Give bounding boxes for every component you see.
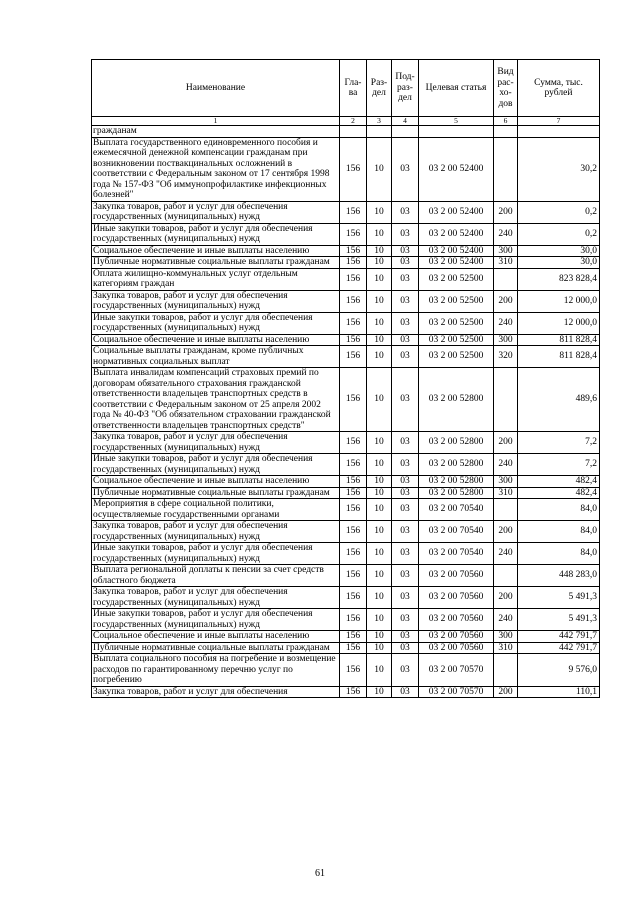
row-razdel: 10: [367, 368, 392, 432]
row-expense-type: 310: [494, 257, 518, 269]
row-razdel: 10: [367, 565, 392, 587]
row-name: Иные закупки товаров, работ и услуг для обеспечения государственных (муниципальных) нужд: [92, 454, 340, 476]
row-podrazdel: 03: [392, 268, 419, 290]
row-name: Выплата инвалидам компенсаций страховых премий по договорам обязательного страхования гражданской ответственности владельцев транспортных средств в соответствии с Федеральным законом от 25 апреля 2002 года № 40-ФЗ "Об обязательном страховании гражданской ответственности владельцев транспортных средств": [92, 368, 340, 432]
row-razdel: 10: [367, 543, 392, 565]
row-name: Социальные выплаты гражданам, кроме публичных нормативных социальных выплат: [92, 346, 340, 368]
row-expense-type: 200: [494, 201, 518, 223]
row-sum: 9 576,0: [518, 654, 600, 687]
row-podrazdel: 03: [392, 257, 419, 269]
row-glava: 156: [340, 476, 367, 488]
row-target-article: 03 2 00 70560: [419, 631, 494, 643]
row-target-article: 03 2 00 52500: [419, 290, 494, 312]
row-razdel: 10: [367, 587, 392, 609]
row-glava: 156: [340, 312, 367, 334]
row-glava: 156: [340, 609, 367, 631]
table-row: [92, 631, 600, 643]
row-name: Публичные нормативные социальные выплаты гражданам: [92, 257, 340, 269]
table-row: [92, 487, 600, 499]
row-glava: 156: [340, 487, 367, 499]
row-name: Закупка товаров, работ и услуг для обеспечения государственных (муниципальных) нужд: [92, 201, 340, 223]
row-target-article: 03 2 00 52400: [419, 201, 494, 223]
table-row: [92, 686, 600, 698]
table-row: [92, 257, 600, 269]
row-sum: 7,2: [518, 454, 600, 476]
table-row: [92, 312, 600, 334]
table-row: [92, 126, 600, 138]
column-number: 5: [419, 117, 494, 126]
row-glava: 156: [340, 454, 367, 476]
row-target-article: 03 2 00 70560: [419, 565, 494, 587]
row-expense-type: 310: [494, 642, 518, 654]
table-row: [92, 609, 600, 631]
row-podrazdel: 03: [392, 312, 419, 334]
row-glava: 156: [340, 223, 367, 245]
column-number: 3: [367, 117, 392, 126]
row-glava: 156: [340, 245, 367, 257]
row-podrazdel: 03: [392, 565, 419, 587]
row-sum: 30,0: [518, 257, 600, 269]
row-target-article: 03 2 00 52800: [419, 432, 494, 454]
row-expense-type: [494, 126, 518, 138]
table-row: [92, 432, 600, 454]
table-row: [92, 654, 600, 687]
row-target-article: [419, 126, 494, 138]
column-number: 6: [494, 117, 518, 126]
row-glava: 156: [340, 543, 367, 565]
row-name: Закупка товаров, работ и услуг для обеспечения государственных (муниципальных) нужд: [92, 521, 340, 543]
row-expense-type: 240: [494, 312, 518, 334]
row-podrazdel: 03: [392, 334, 419, 346]
row-razdel: 10: [367, 245, 392, 257]
row-glava: 156: [340, 368, 367, 432]
budget-table: [91, 59, 600, 698]
row-glava: 156: [340, 290, 367, 312]
row-target-article: 03 2 00 52500: [419, 334, 494, 346]
row-razdel: 10: [367, 487, 392, 499]
header-row: [92, 60, 600, 117]
row-glava: 156: [340, 346, 367, 368]
row-podrazdel: 03: [392, 487, 419, 499]
row-podrazdel: 03: [392, 137, 419, 201]
table-row: [92, 290, 600, 312]
row-glava: 156: [340, 137, 367, 201]
row-glava: 156: [340, 631, 367, 643]
row-sum: 442 791,7: [518, 631, 600, 643]
row-name: Социальное обеспечение и иные выплаты населению: [92, 334, 340, 346]
row-sum: 823 828,4: [518, 268, 600, 290]
table-row: [92, 476, 600, 488]
table-row: [92, 368, 600, 432]
row-expense-type: 300: [494, 631, 518, 643]
row-sum: 0,2: [518, 223, 600, 245]
row-sum: 5 491,3: [518, 609, 600, 631]
table-row: [92, 245, 600, 257]
row-target-article: 03 2 00 52800: [419, 476, 494, 488]
row-razdel: 10: [367, 454, 392, 476]
header-podrazdel: Под-раз-дел: [392, 60, 419, 117]
row-razdel: 10: [367, 654, 392, 687]
row-target-article: 03 2 00 70570: [419, 686, 494, 698]
row-razdel: 10: [367, 609, 392, 631]
row-expense-type: 320: [494, 346, 518, 368]
page-number: 61: [315, 868, 325, 879]
row-target-article: 03 2 00 52400: [419, 137, 494, 201]
table-row: [92, 454, 600, 476]
budget-table-container: [91, 59, 600, 698]
row-expense-type: 200: [494, 587, 518, 609]
row-sum: 5 491,3: [518, 587, 600, 609]
row-name: Социальное обеспечение и иные выплаты населению: [92, 631, 340, 643]
table-row: [92, 268, 600, 290]
row-razdel: 10: [367, 223, 392, 245]
row-target-article: 03 2 00 52800: [419, 454, 494, 476]
row-podrazdel: 03: [392, 290, 419, 312]
row-sum: 482,4: [518, 487, 600, 499]
row-podrazdel: 03: [392, 686, 419, 698]
row-razdel: 10: [367, 201, 392, 223]
row-expense-type: 200: [494, 686, 518, 698]
row-glava: 156: [340, 642, 367, 654]
row-glava: 156: [340, 686, 367, 698]
row-expense-type: 240: [494, 454, 518, 476]
row-razdel: 10: [367, 268, 392, 290]
row-name: Выплата социального пособия на погребение и возмещение расходов по гарантированному перечню услуг по погребению: [92, 654, 340, 687]
header-razdel: Раз-дел: [367, 60, 392, 117]
row-name: Закупка товаров, работ и услуг для обеспечения: [92, 686, 340, 698]
row-expense-type: 240: [494, 609, 518, 631]
row-sum: 30,2: [518, 137, 600, 201]
row-sum: 489,6: [518, 368, 600, 432]
row-expense-type: [494, 565, 518, 587]
row-razdel: 10: [367, 642, 392, 654]
row-sum: 811 828,4: [518, 334, 600, 346]
column-number-row: [92, 117, 600, 126]
row-target-article: 03 2 00 70540: [419, 543, 494, 565]
row-name: Иные закупки товаров, работ и услуг для обеспечения государственных (муниципальных) нужд: [92, 609, 340, 631]
row-expense-type: [494, 137, 518, 201]
table-row: [92, 201, 600, 223]
row-target-article: 03 2 00 52500: [419, 268, 494, 290]
row-razdel: 10: [367, 290, 392, 312]
header-target-article: Целевая статья: [419, 60, 494, 117]
row-sum: 442 791,7: [518, 642, 600, 654]
row-glava: 156: [340, 521, 367, 543]
row-name: Мероприятия в сфере социальной политики, осуществляемые государственными органами: [92, 499, 340, 521]
row-name: Социальное обеспечение и иные выплаты населению: [92, 245, 340, 257]
row-glava: 156: [340, 257, 367, 269]
row-target-article: 03 2 00 70540: [419, 521, 494, 543]
row-sum: 110,1: [518, 686, 600, 698]
row-razdel: 10: [367, 257, 392, 269]
row-razdel: 10: [367, 312, 392, 334]
row-razdel: 10: [367, 346, 392, 368]
row-podrazdel: 03: [392, 521, 419, 543]
row-expense-type: [494, 654, 518, 687]
row-podrazdel: 03: [392, 368, 419, 432]
table-row: [92, 346, 600, 368]
column-number: 2: [340, 117, 367, 126]
row-razdel: 10: [367, 521, 392, 543]
row-target-article: 03 2 00 52800: [419, 368, 494, 432]
row-sum: 30,0: [518, 245, 600, 257]
table-row: [92, 499, 600, 521]
row-target-article: 03 2 00 70560: [419, 587, 494, 609]
row-target-article: 03 2 00 70560: [419, 609, 494, 631]
row-sum: 12 000,0: [518, 312, 600, 334]
row-glava: [340, 126, 367, 138]
row-expense-type: 200: [494, 521, 518, 543]
row-sum: [518, 126, 600, 138]
row-target-article: 03 2 00 70560: [419, 642, 494, 654]
row-glava: 156: [340, 565, 367, 587]
table-body: [92, 126, 600, 698]
table-row: [92, 642, 600, 654]
row-podrazdel: 03: [392, 642, 419, 654]
row-podrazdel: 03: [392, 346, 419, 368]
row-expense-type: 300: [494, 476, 518, 488]
row-sum: 0,2: [518, 201, 600, 223]
row-razdel: [367, 126, 392, 138]
row-podrazdel: 03: [392, 454, 419, 476]
row-name: Иные закупки товаров, работ и услуг для обеспечения государственных (муниципальных) нужд: [92, 543, 340, 565]
row-expense-type: 240: [494, 543, 518, 565]
header-name: Наименование: [92, 60, 340, 117]
row-name: Выплата государственного единовременного пособия и ежемесячной денежной компенсации гражданам при возникновении поствакцинальных осложнений в соответствии с Федеральным законом от 17 сентября 1998 года № 157-ФЗ "Об иммунопрофилактике инфекционных болезней": [92, 137, 340, 201]
row-podrazdel: 03: [392, 631, 419, 643]
row-name: Закупка товаров, работ и услуг для обеспечения государственных (муниципальных) нужд: [92, 290, 340, 312]
row-sum: 84,0: [518, 499, 600, 521]
row-name: гражданам: [92, 126, 340, 138]
row-glava: 156: [340, 268, 367, 290]
header-glava: Гла-ва: [340, 60, 367, 117]
row-razdel: 10: [367, 499, 392, 521]
table-row: [92, 587, 600, 609]
column-number: 1: [92, 117, 340, 126]
row-podrazdel: 03: [392, 201, 419, 223]
table-row: [92, 137, 600, 201]
column-number: 4: [392, 117, 419, 126]
row-glava: 156: [340, 587, 367, 609]
table-row: [92, 223, 600, 245]
table-row: [92, 334, 600, 346]
row-razdel: 10: [367, 432, 392, 454]
row-sum: 811 828,4: [518, 346, 600, 368]
row-target-article: 03 2 00 52500: [419, 312, 494, 334]
row-target-article: 03 2 00 52400: [419, 223, 494, 245]
row-podrazdel: 03: [392, 609, 419, 631]
row-expense-type: 200: [494, 290, 518, 312]
row-name: Выплата региональной доплаты к пенсии за счет средств областного бюджета: [92, 565, 340, 587]
row-glava: 156: [340, 334, 367, 346]
row-name: Закупка товаров, работ и услуг для обеспечения государственных (муниципальных) нужд: [92, 587, 340, 609]
row-name: Социальное обеспечение и иные выплаты населению: [92, 476, 340, 488]
row-name: Иные закупки товаров, работ и услуг для обеспечения государственных (муниципальных) нужд: [92, 312, 340, 334]
row-sum: 12 000,0: [518, 290, 600, 312]
row-sum: 84,0: [518, 521, 600, 543]
row-name: Закупка товаров, работ и услуг для обеспечения государственных (муниципальных) нужд: [92, 432, 340, 454]
row-target-article: 03 2 00 52800: [419, 487, 494, 499]
row-name: Публичные нормативные социальные выплаты гражданам: [92, 642, 340, 654]
row-expense-type: [494, 368, 518, 432]
row-podrazdel: 03: [392, 654, 419, 687]
row-name: Публичные нормативные социальные выплаты гражданам: [92, 487, 340, 499]
row-glava: 156: [340, 432, 367, 454]
row-expense-type: 300: [494, 245, 518, 257]
row-sum: 482,4: [518, 476, 600, 488]
row-sum: 7,2: [518, 432, 600, 454]
row-podrazdel: 03: [392, 245, 419, 257]
row-expense-type: [494, 499, 518, 521]
row-razdel: 10: [367, 686, 392, 698]
row-target-article: 03 2 00 52400: [419, 257, 494, 269]
row-razdel: 10: [367, 476, 392, 488]
row-podrazdel: 03: [392, 587, 419, 609]
row-podrazdel: [392, 126, 419, 138]
row-podrazdel: 03: [392, 476, 419, 488]
row-expense-type: [494, 268, 518, 290]
row-podrazdel: 03: [392, 223, 419, 245]
row-expense-type: 200: [494, 432, 518, 454]
header-sum: Сумма, тыс. рублей: [518, 60, 600, 117]
row-name: Оплата жилищно-коммунальных услуг отдельным категориям граждан: [92, 268, 340, 290]
table-row: [92, 565, 600, 587]
row-razdel: 10: [367, 631, 392, 643]
row-sum: 84,0: [518, 543, 600, 565]
row-glava: 156: [340, 201, 367, 223]
row-glava: 156: [340, 499, 367, 521]
row-razdel: 10: [367, 334, 392, 346]
row-razdel: 10: [367, 137, 392, 201]
row-target-article: 03 2 00 70570: [419, 654, 494, 687]
row-target-article: 03 2 00 70540: [419, 499, 494, 521]
row-expense-type: 240: [494, 223, 518, 245]
table-row: [92, 521, 600, 543]
row-name: Иные закупки товаров, работ и услуг для обеспечения государственных (муниципальных) нужд: [92, 223, 340, 245]
row-podrazdel: 03: [392, 543, 419, 565]
column-number: 7: [518, 117, 600, 126]
header-expense-type: Вид рас-хо-дов: [494, 60, 518, 117]
row-target-article: 03 2 00 52500: [419, 346, 494, 368]
row-glava: 156: [340, 654, 367, 687]
table-row: [92, 543, 600, 565]
row-podrazdel: 03: [392, 432, 419, 454]
row-sum: 448 283,0: [518, 565, 600, 587]
row-podrazdel: 03: [392, 499, 419, 521]
row-expense-type: 310: [494, 487, 518, 499]
row-target-article: 03 2 00 52400: [419, 245, 494, 257]
row-expense-type: 300: [494, 334, 518, 346]
